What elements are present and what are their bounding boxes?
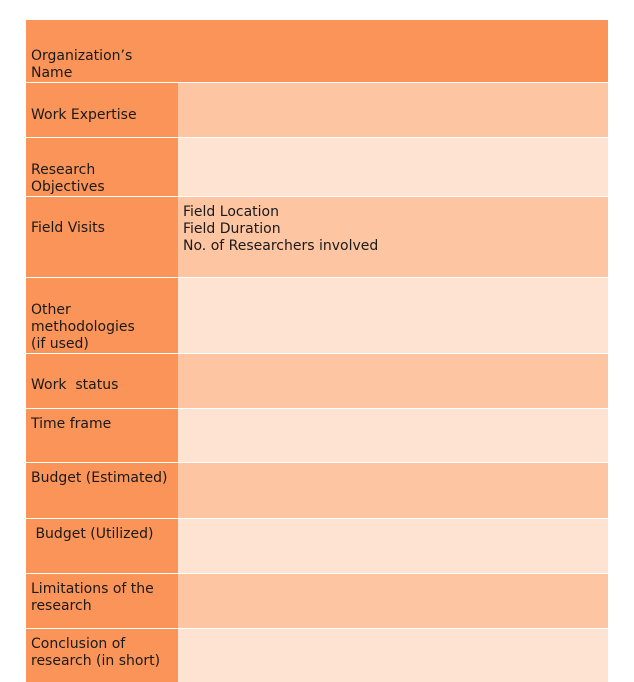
- table-row-field-visits: [26, 197, 608, 278]
- row-value: Field Location Field Duration No. of Researchers involved: [183, 204, 379, 254]
- value-cell[interactable]: [178, 574, 608, 629]
- label-cell: [26, 574, 178, 629]
- label-cell: [26, 20, 178, 83]
- table-row-work-expertise: [26, 83, 608, 138]
- table-row-time-frame: [26, 409, 608, 463]
- label-cell: [26, 519, 178, 574]
- label-cell: [26, 463, 178, 519]
- label-cell: [26, 83, 178, 138]
- row-label: Conclusion of research (in short): [31, 636, 161, 669]
- value-cell[interactable]: [178, 278, 608, 354]
- row-label: Work Expertise: [31, 107, 137, 123]
- value-cell[interactable]: [178, 629, 608, 682]
- row-label: Other methodologies (if used): [31, 302, 135, 352]
- table-row-budget-estimated: [26, 463, 608, 519]
- label-cell: [26, 629, 178, 682]
- row-label: Field Visits: [31, 220, 105, 236]
- label-cell: [26, 138, 178, 197]
- table-row-organization-name: [26, 20, 608, 83]
- table-row-limitations: [26, 574, 608, 629]
- label-cell: [26, 278, 178, 354]
- value-cell[interactable]: [178, 409, 608, 463]
- value-cell[interactable]: [178, 138, 608, 197]
- value-cell[interactable]: [178, 83, 608, 138]
- row-label: Time frame: [31, 416, 112, 432]
- table-row-work-status: [26, 354, 608, 409]
- label-cell: [26, 197, 178, 278]
- row-label: Budget (Utilized): [31, 526, 154, 542]
- row-label: Research Objectives: [31, 162, 105, 195]
- value-cell[interactable]: [178, 463, 608, 519]
- value-cell[interactable]: [178, 197, 608, 278]
- table-row-research-objectives: [26, 138, 608, 197]
- row-label: Work status: [31, 377, 119, 393]
- row-label: Organization’s Name: [31, 48, 137, 81]
- research-info-table: [26, 20, 608, 682]
- table-row-conclusion: [26, 629, 608, 682]
- table-row-budget-utilized: [26, 519, 608, 574]
- label-cell: [26, 409, 178, 463]
- table-row-other-methodologies: [26, 278, 608, 354]
- value-cell[interactable]: [178, 354, 608, 409]
- row-label: Budget (Estimated): [31, 470, 168, 486]
- value-cell[interactable]: [178, 20, 608, 83]
- label-cell: [26, 354, 178, 409]
- row-label: Limitations of the research: [31, 581, 154, 614]
- value-cell[interactable]: [178, 519, 608, 574]
